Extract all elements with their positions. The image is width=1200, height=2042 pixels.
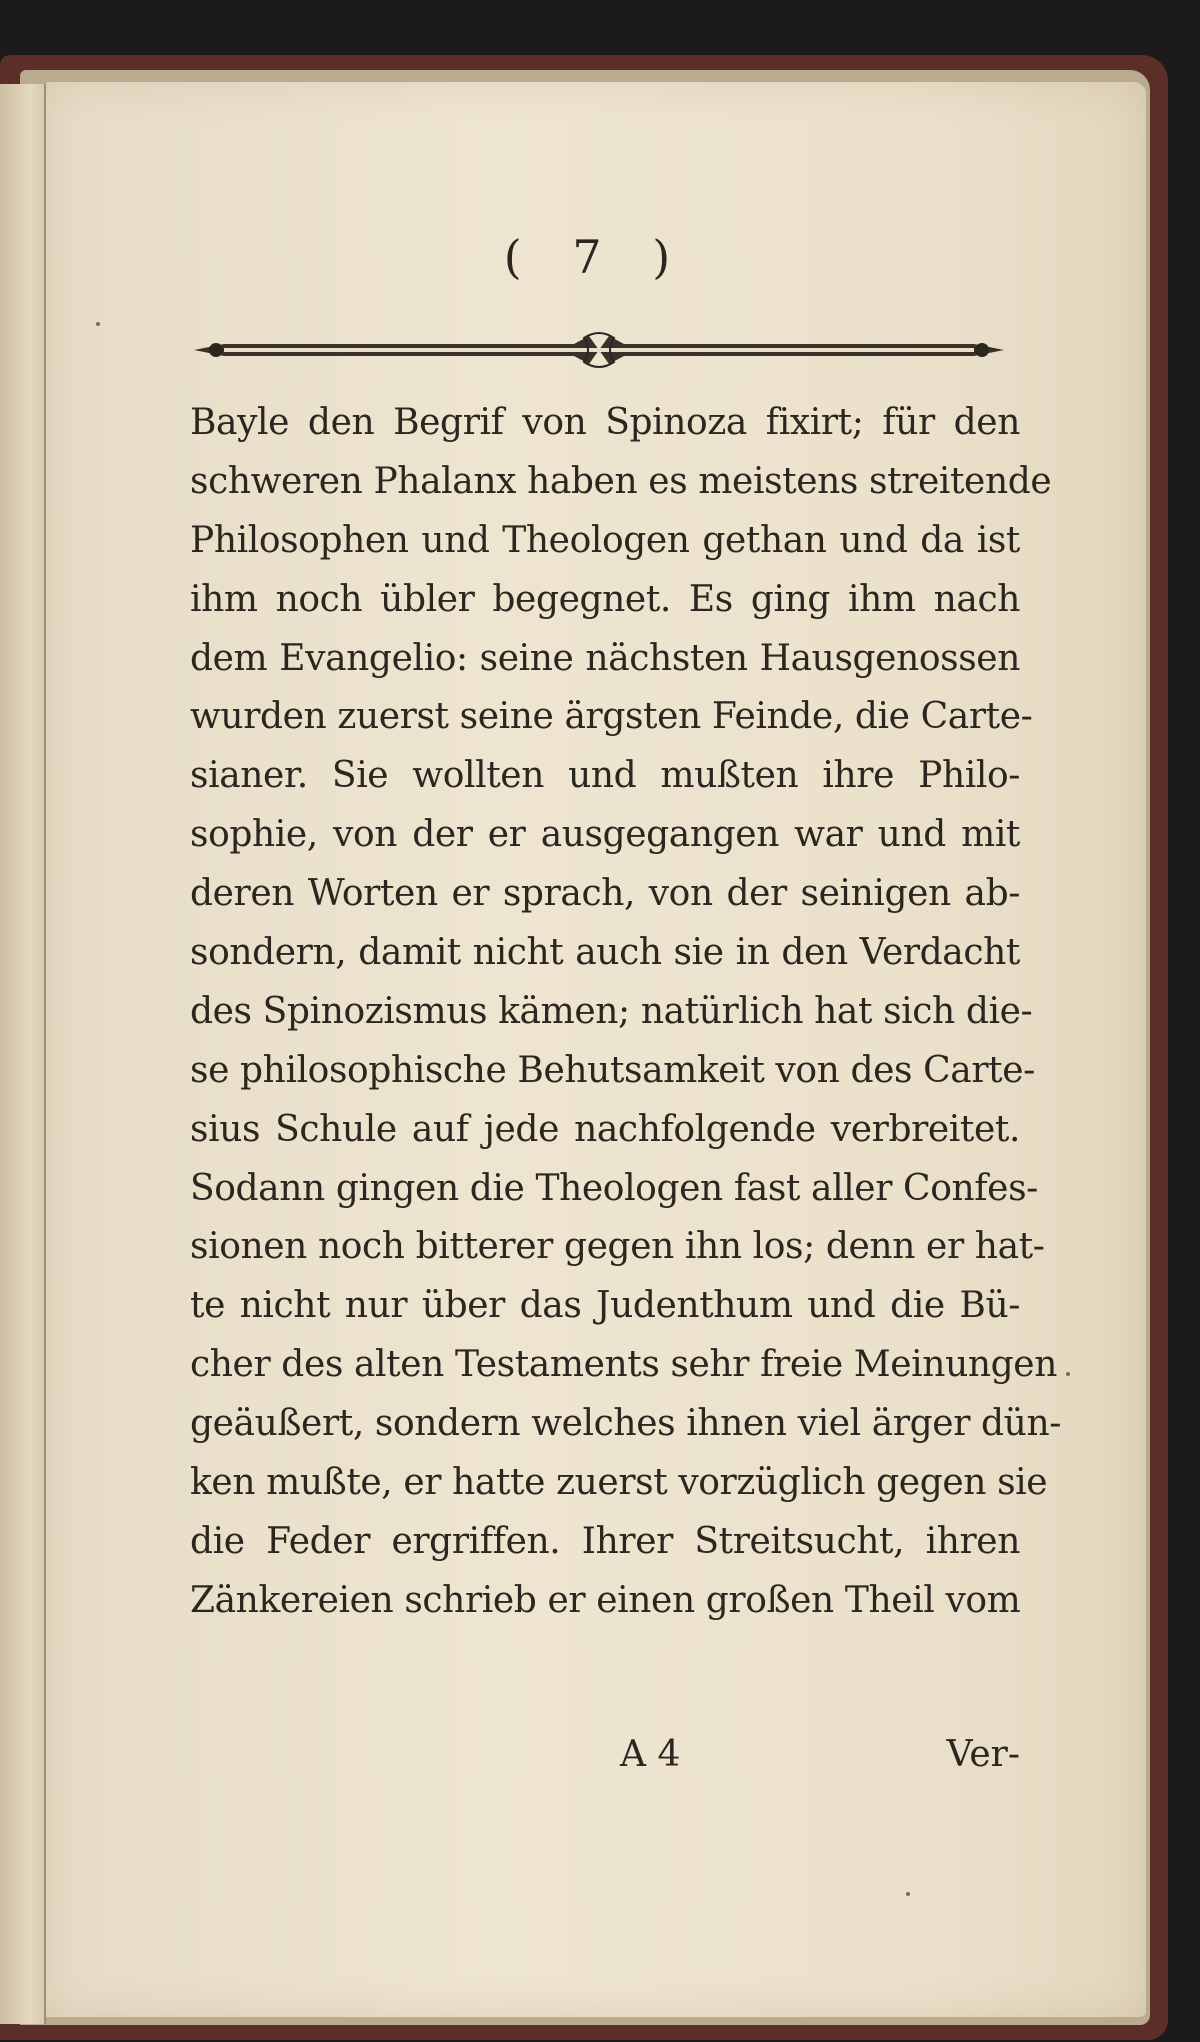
page-number: ( 7 ) <box>503 230 689 284</box>
text-line: schweren Phalanx haben es meistens streitende <box>190 460 1052 502</box>
text-line: wurden zuerst seine ärgsten Feinde, die Carte- <box>190 696 1033 738</box>
text-line: geäußert, sondern welches ihnen viel ärger dün- <box>190 1403 1062 1445</box>
text-line: Zänkereien schrieb er einen großen Theil vom <box>190 1579 1021 1621</box>
book-page <box>46 82 1146 2017</box>
ornamental-rule <box>194 330 1004 370</box>
text-line: se philosophische Behutsamkeit von des Carte- <box>190 1049 1035 1091</box>
text-line: cher des alten Testaments sehr freie Meinungen <box>190 1344 1057 1386</box>
text-line: Bayle den Begrif von Spinoza fixirt; für den <box>190 402 1020 443</box>
text-line: te nicht nur über das Judenthum und die Bü- <box>190 1285 1020 1327</box>
catchword: Ver- <box>946 1734 1020 1775</box>
text-line: die Feder ergriffen. Ihrer Streitsucht, ihren <box>190 1520 1020 1562</box>
text-line: Philosophen und Theologen gethan und da ist <box>190 519 1020 561</box>
text-line: sondern, damit nicht auch sie in den Verdacht <box>190 932 1020 974</box>
text-line: sionen noch bitterer gegen ihn los; denn er hat- <box>190 1226 1045 1268</box>
text-line: ihm noch übler begegnet. Es ging ihm nach <box>190 578 1020 620</box>
text-line: sius Schule auf jede nachfolgende verbreitet. <box>190 1108 1020 1150</box>
body-text <box>190 394 1062 1631</box>
paper-speck <box>1066 1372 1070 1376</box>
text-line: des Spinozismus kämen; natürlich hat sich die- <box>190 990 1033 1032</box>
page-footer <box>190 1734 1020 1784</box>
paper-speck <box>906 1892 910 1896</box>
facing-page-edge <box>0 84 46 2024</box>
text-line: ken mußte, er hatte zuerst vorzüglich gegen sie <box>190 1462 1048 1504</box>
text-line: deren Worten er sprach, von der seinigen ab- <box>190 873 1020 915</box>
signature-mark: A 4 <box>620 1734 681 1775</box>
paper-speck <box>96 322 100 326</box>
text-line: sianer. Sie wollten und mußten ihre Philo- <box>190 755 1020 797</box>
text-line: Sodann gingen die Theologen fast aller Confes- <box>190 1167 1038 1209</box>
text-line: sophie, von der er ausgegangen war und mit <box>190 814 1020 856</box>
text-line: dem Evangelio: seine nächsten Hausgenossen <box>190 637 1020 679</box>
